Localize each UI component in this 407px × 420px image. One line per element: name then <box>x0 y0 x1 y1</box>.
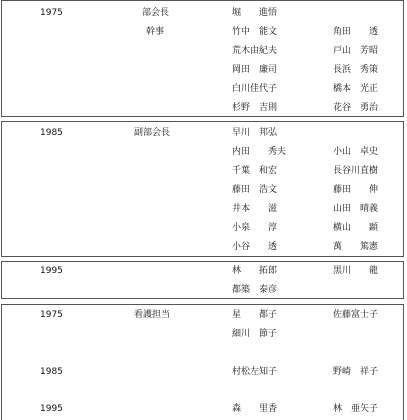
role-label: 幹事 <box>146 27 165 37</box>
member-name: 森 里香 <box>232 404 278 414</box>
role-label: 副部会長 <box>134 128 171 138</box>
year-label: 1985 <box>40 367 63 377</box>
member-name: 細川 節子 <box>232 329 278 339</box>
member-name: 橋本 光正 <box>333 84 379 94</box>
year-label: 1985 <box>40 128 63 138</box>
year-label: 1975 <box>40 310 63 320</box>
member-name: 井本 滋 <box>232 204 278 214</box>
member-name: 杉野 吉則 <box>232 103 278 113</box>
member-name: 小谷 透 <box>232 242 278 252</box>
member-name: 佐藤富士子 <box>333 310 379 320</box>
member-name: 白川佳代子 <box>232 84 278 94</box>
member-name: 花谷 勇治 <box>333 103 379 113</box>
year-label: 1975 <box>40 8 63 18</box>
member-name: 藤田 浩文 <box>232 185 278 195</box>
member-name: 萬 篤憲 <box>333 242 379 252</box>
year-label: 1995 <box>40 404 63 414</box>
member-name: 藤田 伸 <box>333 185 379 195</box>
member-name: 千葉 和宏 <box>232 166 278 176</box>
member-name: 早川 邦弘 <box>232 128 278 138</box>
member-name: 村松左知子 <box>232 367 278 377</box>
member-name: 横山 顕 <box>333 223 379 233</box>
member-name: 黒川 龍 <box>333 266 379 276</box>
member-name: 竹中 能文 <box>232 27 278 37</box>
member-name: 都築 泰彦 <box>232 285 278 295</box>
member-name: 林 拓郎 <box>232 266 278 276</box>
member-name: 山田 晴義 <box>333 204 379 214</box>
year-label: 1995 <box>40 266 63 276</box>
member-name: 戸山 芳昭 <box>333 46 379 56</box>
member-name: 小山 卓史 <box>333 147 379 157</box>
member-name: 星 都子 <box>232 310 278 320</box>
member-name: 林 亜矢子 <box>333 404 379 414</box>
member-name: 荒木由紀夫 <box>232 46 278 56</box>
member-name: 長浜 秀策 <box>333 65 379 75</box>
member-name: 長谷川直樹 <box>333 166 379 176</box>
role-label: 部会長 <box>142 8 170 18</box>
member-name: 角田 透 <box>333 27 379 37</box>
member-name: 内田 秀夫 <box>232 147 287 157</box>
section-nursing <box>1 304 404 420</box>
member-name: 小泉 淳 <box>232 223 278 233</box>
member-name: 岡田 廉司 <box>232 65 278 75</box>
role-label: 看護担当 <box>134 310 171 320</box>
member-name: 野崎 祥子 <box>333 367 379 377</box>
member-name: 堀 進悟 <box>232 8 278 18</box>
